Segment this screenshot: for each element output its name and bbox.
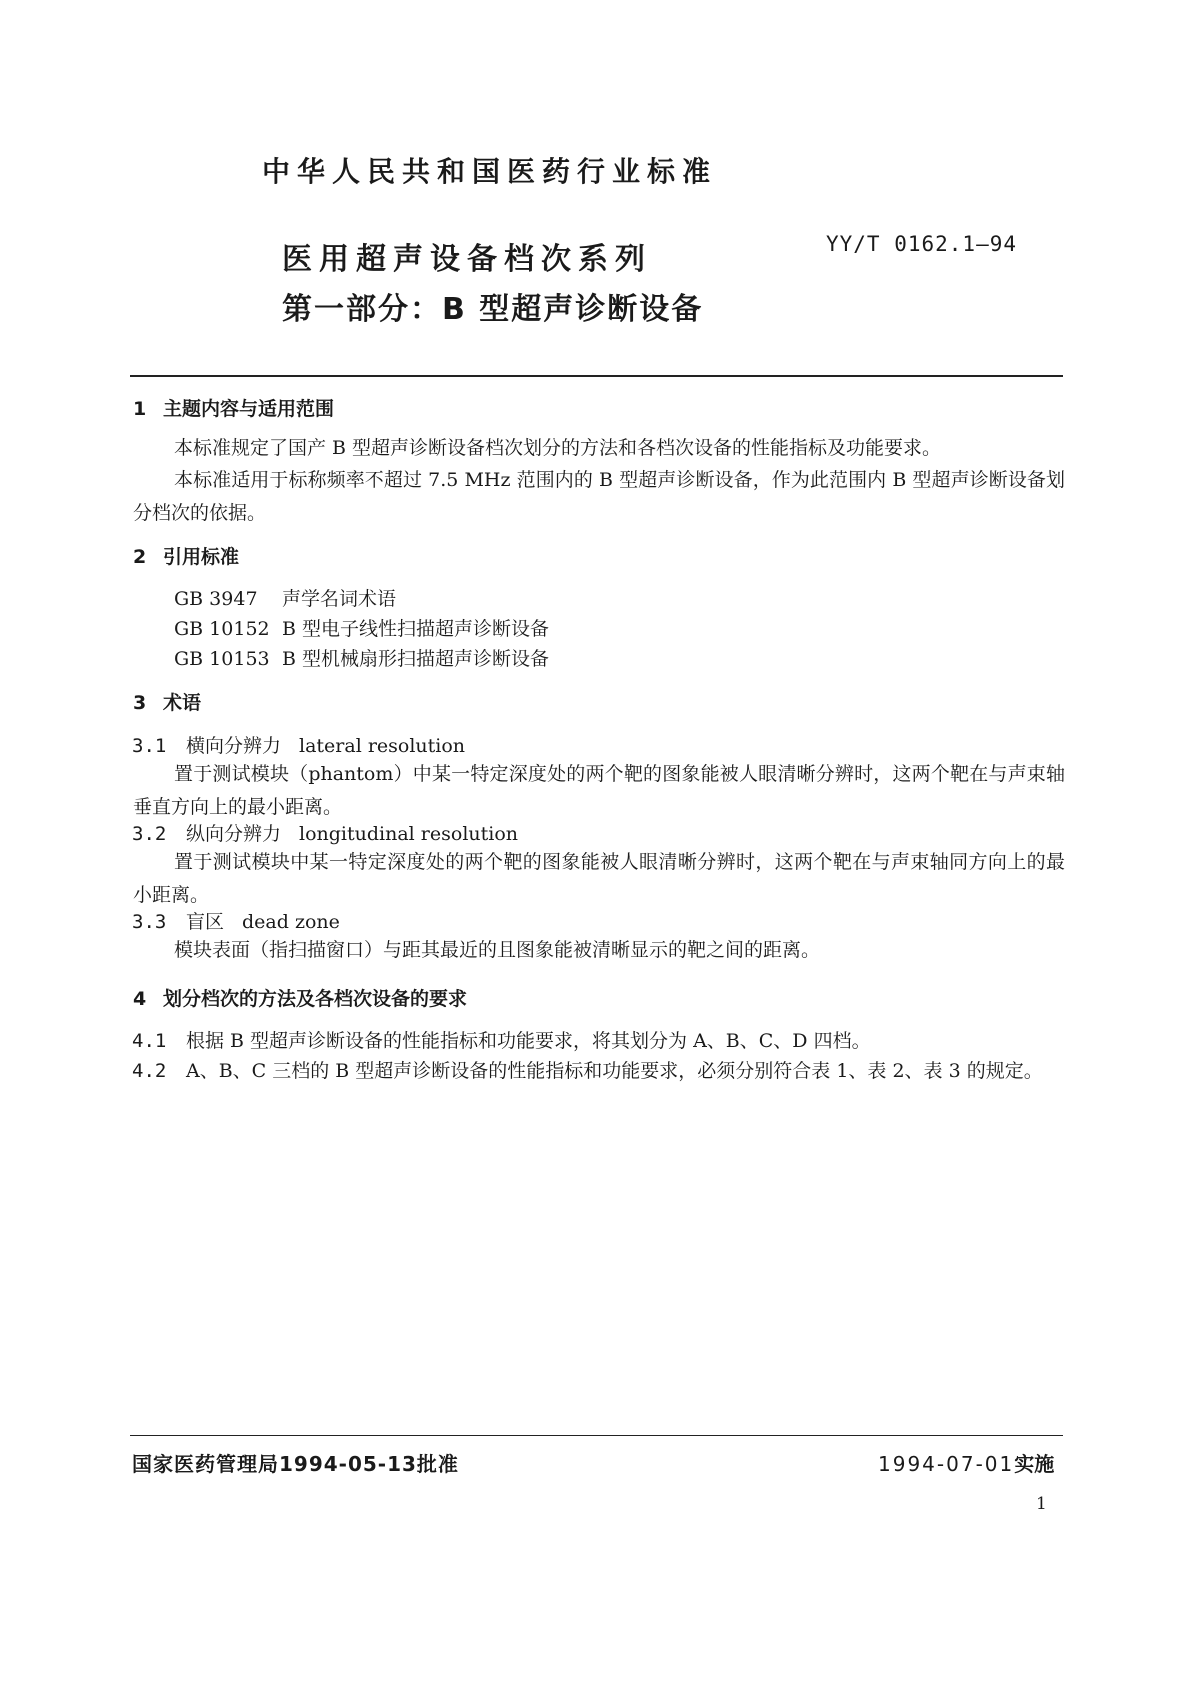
section-2-heading (133, 542, 239, 569)
org-title: 中华人民共和国医药行业标准 (262, 155, 718, 188)
section-1-para-2: 本标准适用于标称频率不超过 7.5 MHz 范围内的 B 型超声诊断设备，作为此范围内 B 型超声诊断设备划分档次的依据。 (133, 469, 1065, 524)
standard-code: YY/T 0162.1—94 (826, 232, 1018, 256)
term-3-3-heading (132, 907, 340, 934)
effective-info (878, 1448, 1054, 1477)
effective-label: 实施 (1014, 1452, 1055, 1476)
reference-code: GB 10153 (174, 648, 270, 670)
reference-code: GB 3947 (174, 588, 258, 610)
section-3-title: 术语 (163, 692, 202, 714)
term-cn: 盲区 (186, 911, 225, 933)
reference-code: GB 10152 (174, 618, 270, 640)
clause-4-1 (132, 1026, 871, 1053)
effective-date: 1994-07-01 (878, 1452, 1015, 1476)
term-3-1-definition: 置于测试模块（phantom）中某一特定深度处的两个靶的图象能被人眼清晰分辨时，这两个靶在与声束轴垂直方向上的最小距离。 (133, 763, 1065, 818)
section-1-heading (133, 394, 334, 421)
clause-4-2 (132, 1056, 1043, 1083)
term-en: longitudinal resolution (299, 823, 519, 845)
term-number: 3.3 (132, 911, 167, 933)
reference-title: B 型电子线性扫描超声诊断设备 (282, 618, 550, 640)
section-4-number: 4 (133, 988, 147, 1010)
clause-text: A、B、C 三档的 B 型超声诊断设备的性能指标和功能要求，必须分别符合表 1、表 2、表 3 的规定。 (186, 1060, 1043, 1082)
clause-number: 4.2 (132, 1060, 167, 1082)
term-number: 3.2 (132, 823, 167, 845)
term-cn: 横向分辨力 (186, 735, 282, 757)
reference-item (174, 584, 396, 611)
section-1-para-1: 本标准规定了国产 B 型超声诊断设备档次划分的方法和各档次设备的性能指标及功能要求。 (174, 437, 942, 459)
reference-title: 声学名词术语 (282, 588, 397, 610)
section-4-heading (133, 984, 467, 1011)
term-cn: 纵向分辨力 (186, 823, 282, 845)
doc-title-line2: 第一部分：B 型超声诊断设备 (282, 292, 704, 327)
term-en: lateral resolution (299, 735, 466, 757)
doc-title-line1: 医用超声设备档次系列 (282, 242, 652, 277)
section-2-number: 2 (133, 546, 147, 568)
clause-text: 根据 B 型超声诊断设备的性能指标和功能要求，将其划分为 A、B、C、D 四档。 (186, 1030, 871, 1052)
section-3-number: 3 (133, 692, 147, 714)
page-number: 1 (1036, 1494, 1047, 1514)
term-3-3-definition: 模块表面（指扫描窗口）与距其最近的且图象能被清晰显示的靶之间的距离。 (174, 939, 821, 961)
term-3-1-heading (132, 731, 465, 758)
section-1-number: 1 (133, 398, 147, 420)
approval-info: 国家医药管理局1994-05-13批准 (132, 1452, 459, 1476)
term-3-2-heading (132, 819, 518, 846)
reference-item (174, 614, 549, 641)
section-1-title: 主题内容与适用范围 (163, 398, 335, 420)
header-divider (130, 375, 1063, 377)
term-en: dead zone (242, 911, 340, 933)
section-4-title: 划分档次的方法及各档次设备的要求 (163, 988, 468, 1010)
term-3-2-definition: 置于测试模块中某一特定深度处的两个靶的图象能被人眼清晰分辨时，这两个靶在与声束轴同方向上的最小距离。 (133, 851, 1065, 906)
footer-divider (130, 1435, 1063, 1436)
term-number: 3.1 (132, 735, 167, 757)
reference-title: B 型机械扇形扫描超声诊断设备 (282, 648, 550, 670)
section-3-heading (133, 688, 201, 715)
reference-item (174, 644, 549, 671)
clause-number: 4.1 (132, 1030, 167, 1052)
section-2-title: 引用标准 (163, 546, 240, 568)
